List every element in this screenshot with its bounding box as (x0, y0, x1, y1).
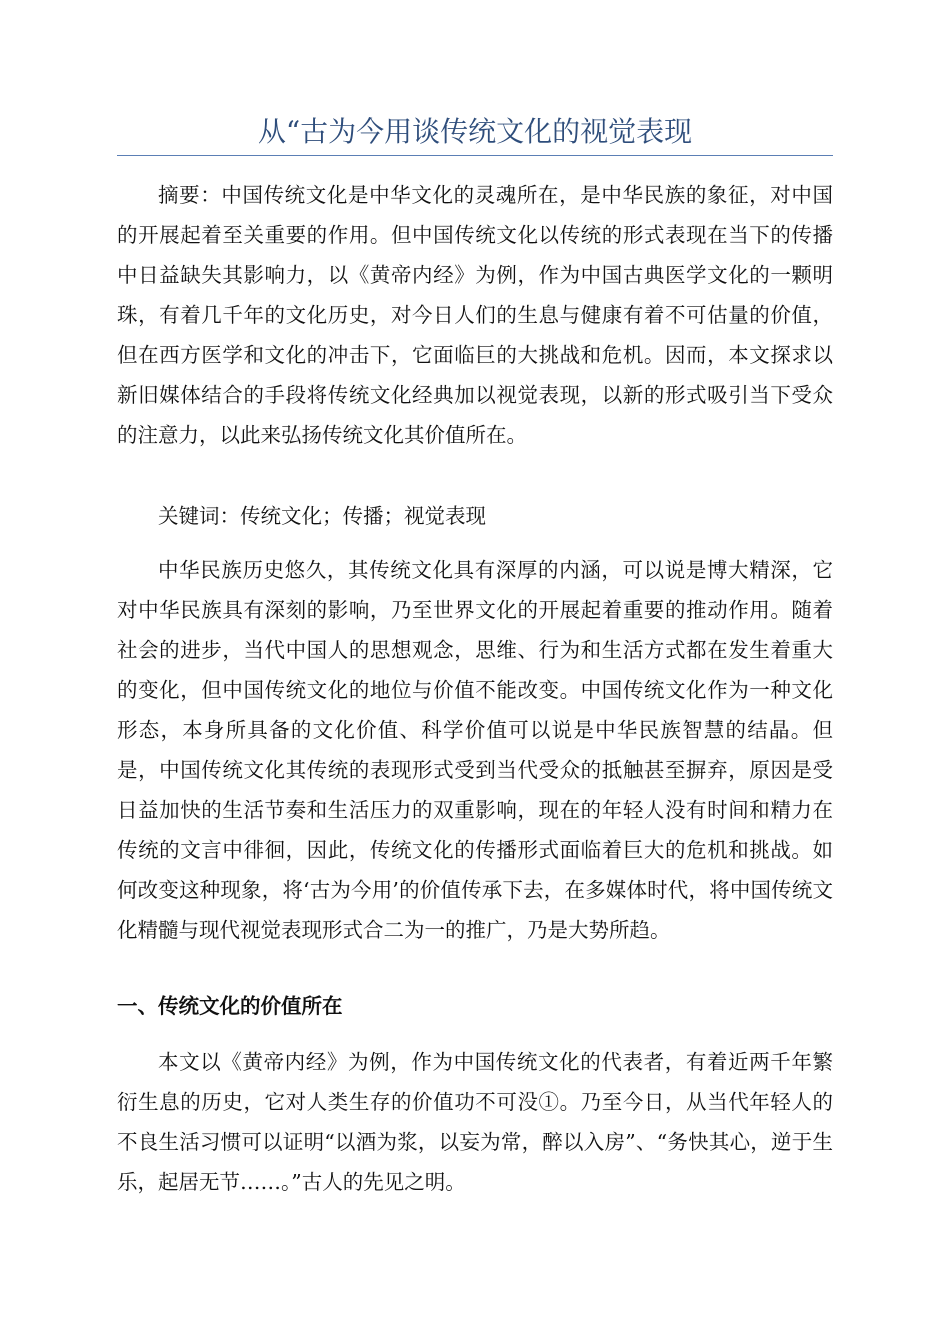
section1-paragraph: 本文以《黄帝内经》为例，作为中国传统文化的代表者，有着近两千年繁衍生息的历史，它对人类生存的价值功不可没①。乃至今日，从当代年轻人的不良生活习惯可以证明“以酒为浆，以妄为常，醉以入房”、“务快其心，逆于生乐，起居无节……。”古人的先见之明。 (117, 1050, 833, 1194)
keywords-block (117, 496, 833, 536)
keywords-paragraph: 关键词：传统文化；传播；视觉表现 (158, 504, 486, 528)
section1-block (117, 1042, 833, 1202)
intro-paragraph: 中华民族历史悠久，其传统文化具有深厚的内涵，可以说是博大精深，它对中华民族具有深刻的影响，乃至世界文化的开展起着重要的推动作用。随着社会的进步，当代中国人的思想观念，思维、行为和生活方式都在发生着重大的变化，但中国传统文化的地位与价值不能改变。中国传统文化作为一种文化形态，本身所具备的文化价值、科学价值可以说是中华民族智慧的结晶。但是，中国传统文化其传统的表现形式受到当代受众的抵触甚至摒弃，原因是受日益加快的生活节奏和生活压力的双重影响，现在的年轻人没有时间和精力在传统的文言中徘徊，因此，传统文化的传播形式面临着巨大的危机和挑战。如何改变这种现象，将‘古为今用’的价值传承下去，在多媒体时代，将中国传统文化精髓与现代视觉表现形式合二为一的推广，乃是大势所趋。 (117, 558, 833, 942)
section-heading: 一、传统文化的价值所在 (117, 994, 343, 1018)
abstract-block (117, 175, 833, 455)
document-title: 从“古为今用谈传统文化的视觉表现 (257, 115, 693, 148)
abstract-paragraph: 摘要：中国传统文化是中华文化的灵魂所在，是中华民族的象征，对中国的开展起着至关重要的作用。但中国传统文化以传统的形式表现在当下的传播中日益缺失其影响力，以《黄帝内经》为例，作为中国古典医学文化的一颗明珠，有着几千年的文化历史，对今日人们的生息与健康有着不可估量的价值，但在西方医学和文化的冲击下，它面临巨的大挑战和危机。因而，本文探求以新旧媒体结合的手段将传统文化经典加以视觉表现，以新的形式吸引当下受众的注意力，以此来弘扬传统文化其价值所在。 (117, 183, 833, 447)
intro-block (117, 550, 833, 950)
title-underline (117, 155, 833, 156)
